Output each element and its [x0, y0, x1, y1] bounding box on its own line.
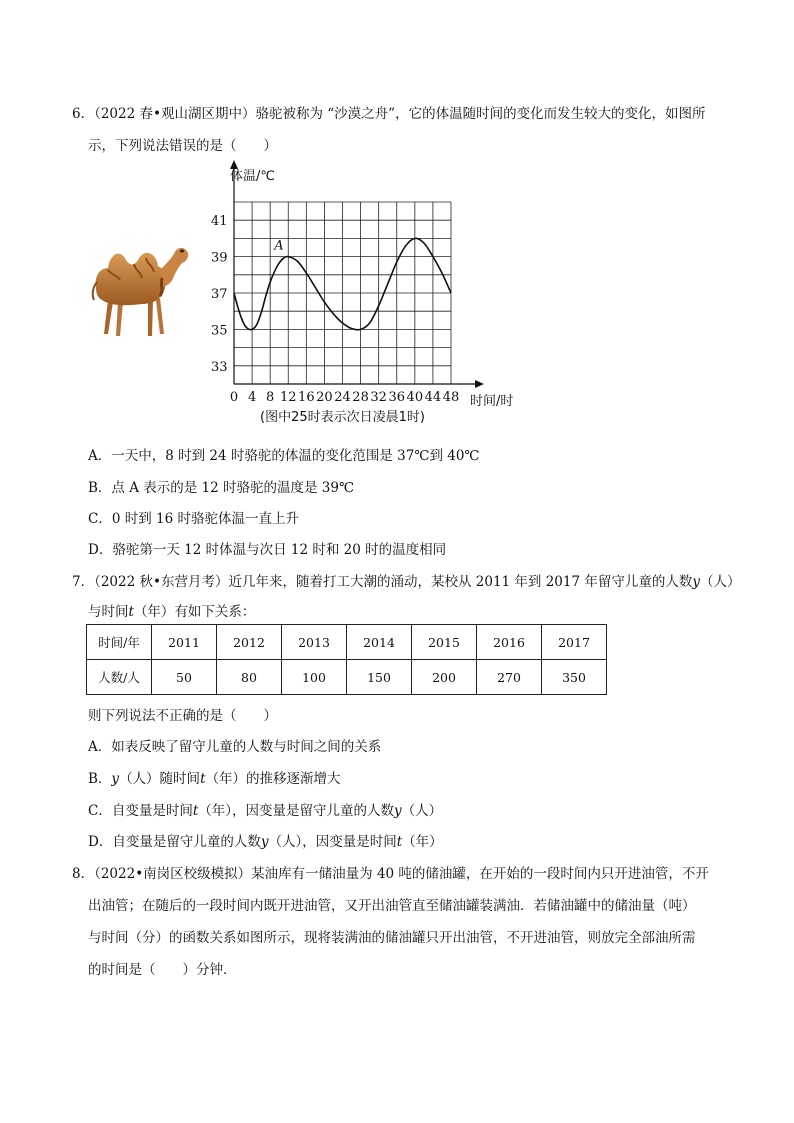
table-cell-count: 80: [217, 660, 282, 695]
x-tick-label: 4: [247, 390, 257, 405]
q8-source: （2022•南岗区校级模拟）: [94, 866, 252, 882]
q8-line-4: 的时间是（ ）分钟．: [88, 962, 237, 978]
q7-optb-var-y: y: [111, 771, 120, 787]
q6-stem-2: 示，下列说法错误的是（ ）: [88, 138, 277, 154]
q7-optc-end: （人）: [401, 803, 443, 819]
q7-line-2: [88, 600, 255, 620]
chart-caption: (图中25时表示次日凌晨1时): [260, 410, 425, 425]
table-cell-count: 350: [542, 660, 607, 695]
q7-optc-prefix: C．自变量是时间: [88, 803, 193, 819]
q7-line-1: [72, 570, 741, 590]
table-cell-year: 2012: [217, 625, 282, 660]
q7-data-table: [86, 624, 607, 695]
x-tick-label: 20: [316, 390, 333, 405]
table-cell-year: 2011: [152, 625, 217, 660]
q7-optd-mid: （人），因变量是时间: [268, 834, 397, 850]
x-tick-label: 48: [442, 390, 460, 405]
q6-option-a: A．一天中，8 时到 24 时骆驼的体温的变化范围是 37℃到 40℃: [88, 448, 480, 464]
table-cell-year: 2014: [347, 625, 412, 660]
chart-ylabel: 体温/℃: [230, 169, 275, 184]
point-a-label: A: [274, 238, 284, 254]
q6-stem-1: 骆驼被称为 “沙漠之舟”，它的体温随时间的变化而发生较大的变化，如图所: [255, 106, 706, 122]
x-tick-label: 16: [298, 390, 315, 405]
q7-stem-2b: 有如下关系：: [174, 604, 256, 620]
table-cell-year: 2013: [282, 625, 347, 660]
q7-stem-2a: 与时间: [88, 604, 129, 620]
y-tick-label: 39: [211, 250, 228, 266]
x-tick-label: 44: [424, 390, 442, 405]
table-row: [87, 660, 607, 695]
table-cell-count: 50: [152, 660, 217, 695]
y-tick-label: 37: [211, 287, 228, 302]
y-tick-label: 41: [211, 214, 228, 230]
q6-option-b: B．点 A 表示的是 12 时骆驼的温度是 39℃: [88, 480, 355, 496]
table-row: [87, 625, 607, 660]
q7-optd-var-y: y: [260, 834, 269, 850]
y-tick-label: 35: [211, 323, 228, 339]
camel-image: [86, 238, 192, 344]
q7-optb-end: （年）的推移逐渐增大: [205, 771, 341, 787]
q8-line-2: 出油管；在随后的一段时间内既开进油管，又开出油管直至储油罐装满油．若储油罐中的储油量（吨）: [88, 898, 696, 914]
q7-unit-year: （年）: [133, 604, 175, 620]
q6-source: （2022 春•观山湖区期中）: [94, 106, 256, 122]
q8-stem-1: 某油库有一储油量为 40 吨的储油罐，在开始的一段时间内只开进油管，不开: [251, 866, 709, 882]
q8-number: 8．: [72, 866, 95, 882]
x-tick-label: 0: [229, 390, 239, 405]
x-axis-arrow: [475, 380, 484, 388]
table-cell-year: 2015: [412, 625, 477, 660]
x-tick-label: 12: [279, 390, 297, 405]
q7-unit-people: （人）: [700, 574, 741, 590]
q7-source: （2022 秋•东营月考）: [94, 574, 229, 590]
q7-optd-prefix: D．自变量是留守儿童的人数: [88, 834, 261, 850]
table-cell-count: 200: [412, 660, 477, 695]
table-cell-count: 270: [477, 660, 542, 695]
q6-number: 6．: [72, 106, 95, 122]
table-cell-count: 150: [347, 660, 412, 695]
q7-optc-mid: （年），因变量是留守儿童的人数: [198, 803, 395, 819]
x-tick-label: 40: [406, 390, 424, 405]
q7-option-c: [88, 799, 442, 819]
q7-optb-prefix: B．: [88, 771, 112, 787]
q7-stem-1: 近几年来，随着打工大潮的涌动，某校从 2011 年到 2017 年留守儿童的人数: [228, 574, 693, 590]
q7-optd-end: （年）: [402, 834, 443, 850]
x-tick-label: 24: [334, 390, 351, 405]
table-cell-year: 2017: [542, 625, 607, 660]
q7-optc-var-t: t: [192, 803, 199, 819]
q7-option-a: A．如表反映了留守儿童的人数与时间之间的关系: [88, 739, 382, 755]
q7-optb-var-t: t: [200, 771, 206, 787]
q7-option-d: [88, 830, 443, 850]
q7-var-t: t: [128, 604, 134, 620]
q7-number: 7．: [72, 574, 95, 590]
x-tick-label: 36: [388, 390, 406, 405]
q7-optd-var-t: t: [396, 834, 403, 850]
x-tick-label: 8: [266, 390, 275, 405]
table-cell-count: 100: [282, 660, 347, 695]
q6-line-1: [72, 102, 706, 122]
chart-ticks: [211, 214, 459, 405]
q8-line-3: 与时间（分）的函数关系如图所示，现将装满油的储油罐只开出油管，不开进油管，则放完全部油所需: [88, 930, 696, 946]
chart-xlabel: 时间/时: [470, 394, 514, 409]
q6-line-2: [88, 134, 277, 154]
q7-optc-var-y: y: [394, 803, 402, 819]
chart-axes: [230, 160, 484, 388]
q7-var-y: y: [692, 574, 700, 590]
x-tick-label: 28: [352, 390, 369, 405]
y-tick-label: 33: [211, 359, 228, 375]
temperature-chart: [200, 158, 540, 430]
table-cell-year: 2016: [477, 625, 542, 660]
q6-option-c: C．0 时到 16 时骆驼体温一直上升: [88, 511, 299, 527]
table-header-count: 人数/人: [87, 660, 152, 695]
x-tick-label: 32: [370, 390, 387, 405]
q8-line-1: [72, 862, 709, 882]
q6-option-d: D．骆驼第一天 12 时体温与次日 12 时和 20 时的温度相同: [88, 542, 447, 558]
q7-stem-after: 则下列说法不正确的是（ ）: [88, 708, 277, 724]
q7-option-b: [88, 767, 341, 787]
y-axis-arrow: [230, 160, 238, 169]
table-header-year: 时间/年: [87, 625, 152, 660]
q7-optb-mid: （人）随时间: [119, 771, 201, 787]
